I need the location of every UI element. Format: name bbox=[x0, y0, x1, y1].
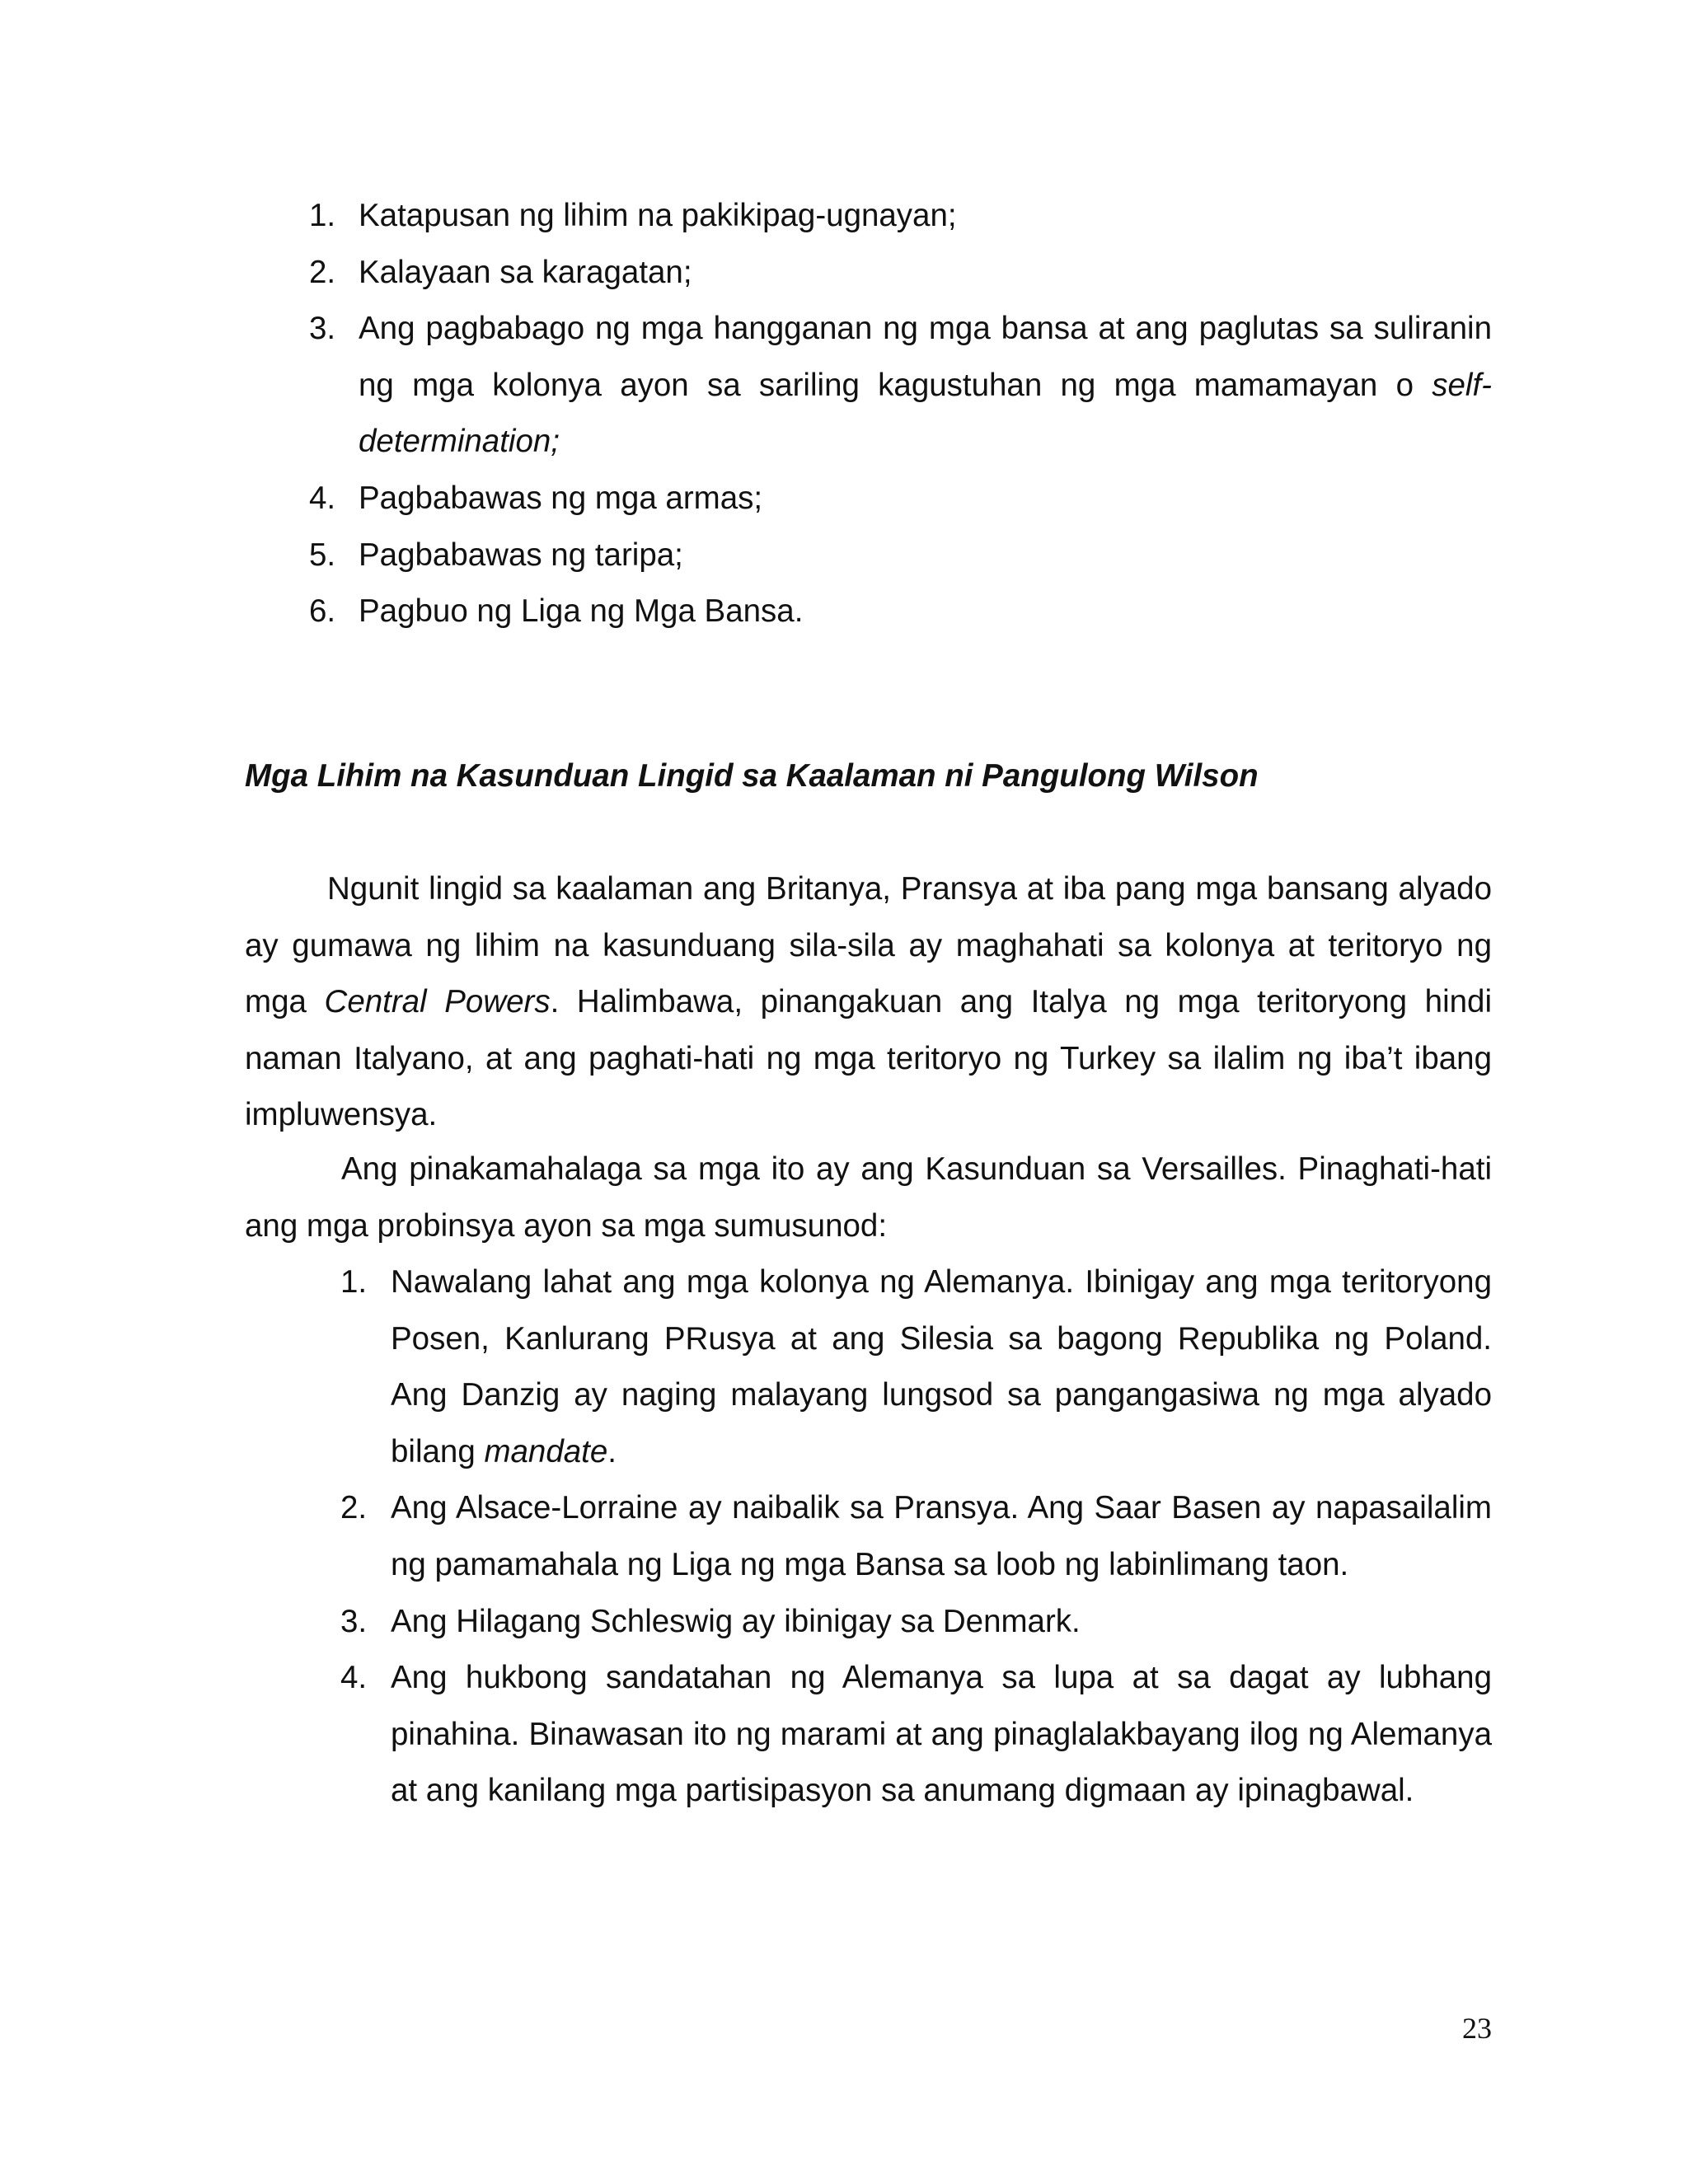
section-heading: Mga Lihim na Kasunduan Lingid sa Kaalaman ni Pangulong Wilson bbox=[245, 758, 1259, 794]
paragraph-versailles bbox=[245, 1141, 1492, 1254]
list-number: 1. bbox=[309, 198, 336, 233]
list-number: 4. bbox=[309, 480, 336, 516]
list-item-text: . bbox=[607, 1433, 617, 1469]
list-item bbox=[340, 1594, 1492, 1651]
list-item-text: Pagbabawas ng taripa; bbox=[359, 537, 683, 573]
list-number: 3. bbox=[340, 1603, 368, 1639]
list-item bbox=[309, 188, 1492, 245]
list-item-text: Katapusan ng lihim na pakikipag-ugnayan; bbox=[359, 198, 957, 233]
list-item bbox=[309, 301, 1492, 471]
list-item-text: Ang Hilagang Schleswig ay ibinigay sa Denmark. bbox=[391, 1603, 1081, 1639]
list-number: 2. bbox=[340, 1490, 368, 1526]
paragraph-text: . Halimbawa, pinangakuan ang Italya ng mga teritoryong hindi naman Italyano, at ang paghati-hati ng mga teritoryo ng Turkey sa ilalim ng iba’t ibang impluwensya. bbox=[245, 984, 1493, 1133]
list-item-text: Ang hukbong sandatahan ng Alemanya sa lupa at sa dagat ay lubhang pinahina. Binawasan ito ng marami at ang pinaglalakbayang ilog ng Alemanya at ang kanilang mga partisipasyon sa anumang digmaan ay ipinagbawal. bbox=[391, 1660, 1492, 1809]
list-item bbox=[309, 527, 1492, 584]
list-number: 6. bbox=[309, 593, 336, 630]
list-number: 1. bbox=[340, 1264, 368, 1300]
list-item bbox=[340, 1480, 1492, 1593]
paragraph-text: Ngunit lingid sa kaalaman ang Britanya, Pransya at iba pang mga bansang alyado ay gumawa ng lihim na kasunduang sila-sila ay maghahati sa kolonya at teritoryo ng mga bbox=[245, 871, 1492, 1020]
versailles-provisions-list bbox=[340, 1254, 1492, 1820]
list-item bbox=[309, 583, 1492, 640]
list-item-text: Ang Alsace-Lorraine ay naibalik sa Pransya. Ang Saar Basen ay napasailalim ng pamamahala ng Liga ng mga Bansa sa loob ng labinlimang taon. bbox=[391, 1490, 1492, 1582]
paragraph-secret-treaties bbox=[245, 861, 1492, 1144]
list-item bbox=[340, 1650, 1492, 1820]
list-number: 3. bbox=[309, 311, 336, 347]
list-item bbox=[340, 1254, 1492, 1480]
list-number: 4. bbox=[340, 1660, 368, 1696]
paragraph-text: Ang pinakamahalaga sa mga ito ay ang Kasunduan sa Versailles. Pinaghati-hati ang mga probinsya ayon sa mga sumusunod: bbox=[245, 1151, 1492, 1244]
list-item-text: Ang pagbabago ng mga hangganan ng mga bansa at ang paglutas sa suliranin ng mga kolonya ayon sa sariling kagustuhan ng mga mamamayan o bbox=[359, 311, 1492, 403]
list-item-text: Pagbabawas ng mga armas; bbox=[359, 480, 763, 516]
page-number: 23 bbox=[1462, 2012, 1492, 2045]
list-number: 2. bbox=[309, 254, 336, 290]
list-item-italic-term: mandate bbox=[484, 1433, 608, 1469]
list-item-text: Pagbuo ng Liga ng Mga Bansa. bbox=[359, 593, 804, 630]
list-item bbox=[309, 471, 1492, 527]
list-item-text: Nawalang lahat ang mga kolonya ng Alemanya. Ibinigay ang mga teritoryong Posen, Kanlurang PRusya at ang Silesia sa bagong Republika ng Poland. Ang Danzig ay naging malayang lungsod sa pangangasiwa ng mga alyado bilang bbox=[391, 1264, 1492, 1469]
list-number: 5. bbox=[309, 537, 336, 573]
principles-list bbox=[309, 188, 1492, 640]
list-item-italic-term: self-determination; bbox=[359, 367, 1492, 460]
paragraph-italic-term: Central Powers bbox=[324, 984, 551, 1020]
list-item-text: Kalayaan sa karagatan; bbox=[359, 254, 692, 290]
list-item bbox=[309, 245, 1492, 302]
